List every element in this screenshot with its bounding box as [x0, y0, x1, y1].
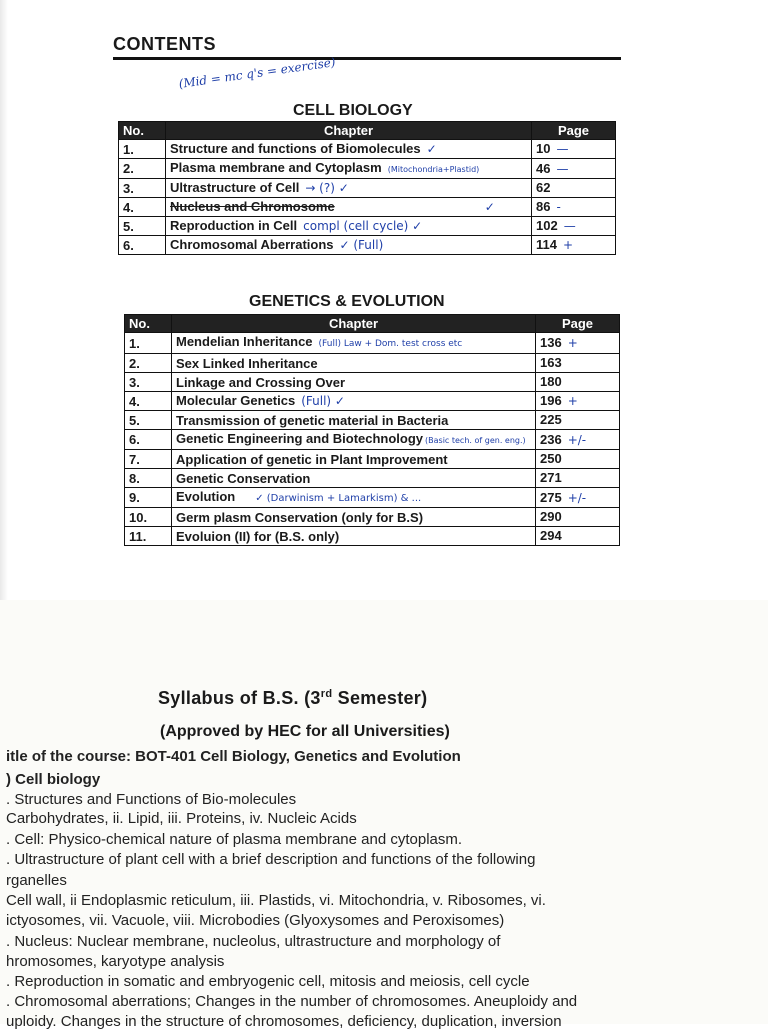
row-number: 5. — [119, 217, 166, 236]
row-number: 8. — [125, 469, 172, 488]
chapter-title: Reproduction in Cell compl (cell cycle) ✓ — [166, 217, 532, 236]
page-number: 62 — [532, 179, 616, 198]
syllabus-line: . Reproduction in somatic and embryogenic cell, mitosis and meiosis, cell cycle — [6, 973, 530, 990]
row-number: 6. — [119, 236, 166, 255]
table-row — [125, 469, 620, 488]
chapter-title: Structure and functions of Biomolecules ✓ — [166, 140, 532, 159]
header-chapter: Chapter — [166, 122, 532, 140]
row-number: 4. — [125, 392, 172, 411]
row-number: 3. — [125, 373, 172, 392]
handwritten-mark: + — [567, 336, 578, 350]
syllabus-line: uploidy. Changes in the structure of chromosomes, deficiency, duplication, inversion — [6, 1013, 562, 1030]
contents-title: CONTENTS — [113, 34, 216, 54]
handwritten-mark: — — [556, 161, 569, 176]
page-number: 294 — [536, 527, 620, 546]
handwritten-note-top: (Mid = mc q's = exercise) — [177, 55, 337, 91]
table-row — [125, 333, 620, 354]
page-number: 275 +/- — [536, 488, 620, 508]
page-number: 196 + — [536, 392, 620, 411]
chapter-title: Evolution ✓ (Darwinism + Lamarkism) & ... — [172, 488, 536, 508]
header-no: No. — [119, 122, 166, 140]
table-row — [125, 450, 620, 469]
handwritten-note: (Basic tech. of gen. eng.) — [425, 436, 526, 445]
chapter-title: Genetic Engineering and Biotechnology (Basic tech. of gen. eng.) — [172, 430, 536, 450]
row-number: 2. — [119, 159, 166, 179]
handwritten-mark: — — [556, 142, 569, 156]
row-number: 9. — [125, 488, 172, 508]
table-row — [119, 217, 616, 236]
page-number: 102 — — [532, 217, 616, 236]
chapter-title: Germ plasm Conservation (only for B.S) — [172, 508, 536, 527]
page-number: 163 — [536, 354, 620, 373]
syllabus-line: . Structures and Functions of Bio-molecules — [6, 791, 297, 808]
title-rule — [113, 57, 621, 60]
genetics-table — [124, 314, 620, 546]
genetics-heading: GENETICS & EVOLUTION — [249, 293, 445, 310]
handwritten-note: ✓ (Darwinism + Lamarkism) & ... — [255, 493, 422, 504]
table-row — [125, 354, 620, 373]
chapter-title: Ultrastructure of Cell → (?) ✓ — [166, 179, 532, 198]
chapter-title: Chromosomal Aberrations ✓ (Full) — [166, 236, 532, 255]
syllabus-line: hromosomes, karyotype analysis — [6, 953, 225, 970]
syllabus-line: Cell wall, ii Endoplasmic reticulum, iii. Plastids, vi. Mitochondria, v. Ribosomes, vi. — [6, 892, 546, 909]
handwritten-note: ✓ — [426, 142, 437, 156]
row-number: 5. — [125, 411, 172, 430]
page-number: 114 + — [532, 236, 616, 255]
syllabus-line: . Chromosomal aberrations; Changes in the number of chromosomes. Aneuploidy and — [6, 993, 578, 1010]
header-no: No. — [125, 315, 172, 333]
handwritten-mark: +/- — [567, 432, 587, 447]
header-page: Page — [532, 122, 616, 140]
table-row — [125, 508, 620, 527]
section-heading-line: ) Cell biology — [6, 771, 101, 788]
handwritten-note: compl (cell cycle) ✓ — [303, 219, 423, 233]
table-row — [119, 159, 616, 179]
scan-edge — [0, 0, 8, 600]
chapter-title: Evoluion (II) for (B.S. only) — [172, 527, 536, 546]
cell-biology-table — [118, 121, 616, 255]
chapter-title: Mendelian Inheritance (Full) Law + Dom. test cross etc — [172, 333, 536, 354]
row-number: 2. — [125, 354, 172, 373]
table-row — [125, 392, 620, 411]
chapter-title: Transmission of genetic material in Bacteria — [172, 411, 536, 430]
handwritten-note: ✓ — [484, 200, 495, 214]
cell-biology-heading: CELL BIOLOGY — [293, 102, 413, 119]
syllabus-line: . Cell: Physico-chemical nature of plasma membrane and cytoplasm. — [6, 831, 463, 848]
header-chapter: Chapter — [172, 315, 536, 333]
syllabus-line: ictyosomes, vii. Vacuole, viii. Microbodies (Glyoxysomes and Peroxisomes) — [6, 912, 505, 929]
handwritten-mark: + — [562, 238, 574, 252]
page-number: 86 - — [532, 198, 616, 217]
handwritten-note: → (?) ✓ — [305, 181, 349, 195]
table-row — [125, 527, 620, 546]
handwritten-mark: +/- — [567, 490, 587, 505]
syllabus-line: . Ultrastructure of plant cell with a brief description and functions of the following — [6, 851, 536, 868]
page-number: 46 — — [532, 159, 616, 179]
header-page: Page — [536, 315, 620, 333]
chapter-title: Nucleus and Chromosome ✓ — [166, 198, 532, 217]
table-row — [125, 430, 620, 450]
handwritten-note: (Full) Law + Dom. test cross etc — [318, 339, 463, 349]
syllabus-line: rganelles — [6, 872, 67, 889]
table-row — [125, 373, 620, 392]
handwritten-mark: + — [567, 394, 578, 408]
chapter-title: Molecular Genetics (Full) ✓ — [172, 392, 536, 411]
row-number: 10. — [125, 508, 172, 527]
row-number: 11. — [125, 527, 172, 546]
page-number: 10 — — [532, 140, 616, 159]
handwritten-note: (Mitochondria+Plastid) — [387, 165, 480, 174]
handwritten-mark: - — [556, 200, 561, 214]
chapter-title: Genetic Conservation — [172, 469, 536, 488]
handwritten-note: ✓ (Full) — [339, 238, 384, 252]
chapter-title: Application of genetic in Plant Improvement — [172, 450, 536, 469]
table-row — [119, 140, 616, 159]
chapter-title: Linkage and Crossing Over — [172, 373, 536, 392]
chapter-title: Sex Linked Inheritance — [172, 354, 536, 373]
table-row — [119, 236, 616, 255]
page-number: 180 — [536, 373, 620, 392]
row-number: 6. — [125, 430, 172, 450]
row-number: 1. — [119, 140, 166, 159]
course-title-line: itle of the course: BOT-401 Cell Biology, Genetics and Evolution — [6, 748, 461, 765]
syllabus-title: Syllabus of B.S. (3rd Semester) — [158, 688, 428, 708]
table-row — [119, 198, 616, 217]
row-number: 7. — [125, 450, 172, 469]
row-number: 4. — [119, 198, 166, 217]
row-number: 3. — [119, 179, 166, 198]
table-row — [119, 179, 616, 198]
table-row — [125, 411, 620, 430]
syllabus-subtitle: (Approved by HEC for all Universities) — [160, 723, 450, 740]
page-number: 236 +/- — [536, 430, 620, 450]
handwritten-note: (Full) ✓ — [301, 394, 345, 408]
table-row — [125, 488, 620, 508]
page-number: 225 — [536, 411, 620, 430]
page-number: 250 — [536, 450, 620, 469]
page-number: 271 — [536, 469, 620, 488]
row-number: 1. — [125, 333, 172, 354]
handwritten-mark: — — [563, 219, 576, 233]
page-number: 136 + — [536, 333, 620, 354]
syllabus-line: . Nucleus: Nuclear membrane, nucleolus, ultrastructure and morphology of — [6, 933, 501, 950]
syllabus-line: Carbohydrates, ii. Lipid, iii. Proteins, iv. Nucleic Acids — [6, 810, 357, 827]
chapter-title: Plasma membrane and Cytoplasm (Mitochondria+Plastid) — [166, 159, 532, 179]
page-number: 290 — [536, 508, 620, 527]
